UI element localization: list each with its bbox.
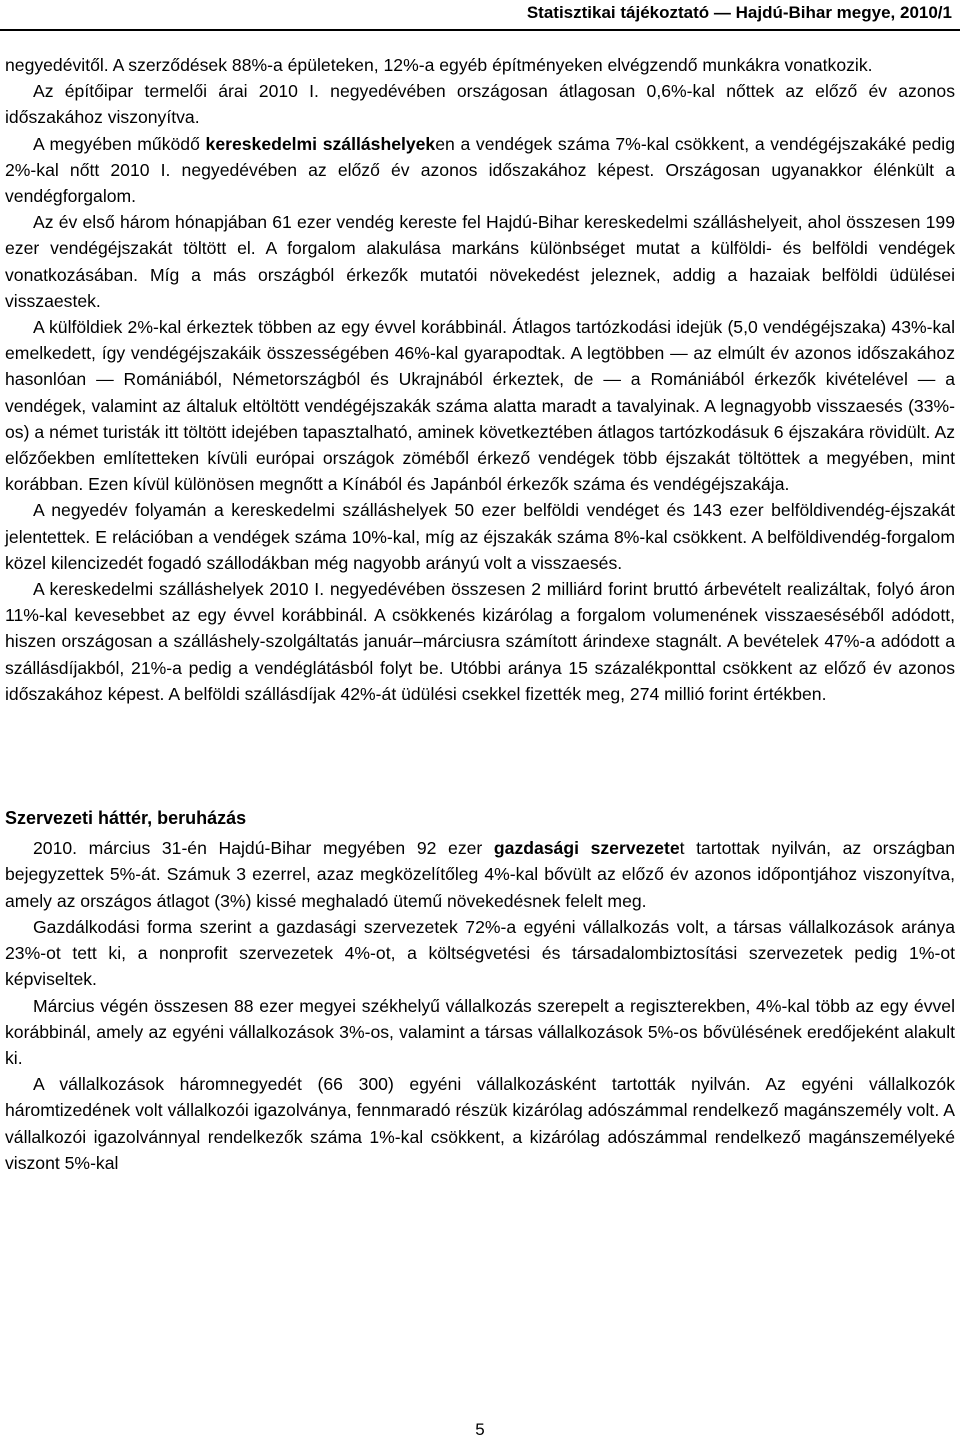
text-run: Az építőipar termelői árai 2010 I. negyedévében országosan átlagosan 0,6%-kal nőttek az előző év azonos időszakához viszonyítva. — [5, 81, 955, 128]
text-run: A vállalkozások háromnegyedét (66 300) egyéni vállalkozásként tartották nyilván. Az egyéni vállalkozók háromtizedének volt vállalkozói igazolványa, fennmaradó részük kizárólag adószámmal rendelkező magánszemély volt. A vállalkozói igazolvánnyal rendelkezők száma 1%-kal csökkent, a kizárólag adószámmal rendelkező magánszemélyeké viszont 5%-kal — [5, 1074, 955, 1173]
paragraph-s1 — [5, 835, 955, 914]
paragraph-p1 — [5, 52, 955, 78]
paragraph-p6 — [5, 497, 955, 576]
paragraph-p3 — [5, 131, 955, 210]
bold-term: gazdasági szervezete — [493, 838, 680, 859]
bold-term: kereskedelmi szálláshelyek — [205, 133, 436, 154]
text-run: negyedévitől. A szerződések 88%-a épületeken, 12%-a egyéb építményeken elvégzendő munkákra vonatkozik. — [5, 55, 873, 75]
paragraph-p7 — [5, 576, 955, 707]
paragraph-p5 — [5, 314, 955, 497]
text-run: A negyedév folyamán a kereskedelmi szálláshelyek 50 ezer belföldi vendéget és 143 ezer belföldivendég-éjszakát jelentettek. E relációban a vendégek száma 10%-kal, míg az éjszakák száma 8%-kal csökkent. A belföldivendég-forgalom közel kilencizedét fogadó szállodákban még nagyobb arányú volt a visszaesés. — [5, 500, 955, 573]
text-run: A kereskedelmi szálláshelyek 2010 I. negyedévében összesen 2 milliárd forint bruttó árbevételt realizáltak, folyó áron 11%-kal kevesebbet az egy évvel korábbinál. A csökkenés kizárólag a forgalom volumenének visszaeséséből adódott, hiszen országosan a szálláshely-szolgáltatás január–márciusra számított árindexe stagnált. A bevételek 47%-a adódott a szállásdíjakból, 21%-a pedig a vendéglátásból folyt be. Utóbbi aránya 15 százalékponttal csökkent az előző év azonos időszakához képest. A belföldi szállásdíjak 42%-át üdülési csekkel fizették meg, 274 millió forint értékben. — [5, 579, 955, 704]
section-heading: Szervezeti háttér, beruházás — [5, 808, 247, 829]
paragraph-s4 — [5, 1071, 955, 1176]
text-run: t tartottak nyilván, az országban bejegyzettek 5%-át. Számuk 3 ezerrel, azaz megközelítőleg 4%-kal bővült az előző év azonos időpontjához viszonyítva, amely az országos átlagot (3%) kissé meghaladó ütemű növekedésnek felelt meg. — [5, 838, 956, 911]
section-paragraph-container — [5, 835, 955, 1176]
page-number: 5 — [475, 1420, 485, 1439]
text-run: Március végén összesen 88 ezer megyei székhelyű vállalkozás szerepelt a regiszterekben, 4%-kal több az egy évvel korábbinál, amely az egyéni vállalkozások 3%-os, valamint a társas vállalkozások 5%-os bővülésének eredőjeként alakult ki. — [5, 995, 955, 1068]
paragraph-container — [5, 52, 955, 707]
running-header: Statisztikai tájékoztató — Hajdú-Bihar megye, 2010/1 — [526, 3, 952, 22]
paragraph-p4 — [5, 209, 955, 314]
text-run: A külföldiek 2%-kal érkeztek többen az egy évvel korábbinál. Átlagos tartózkodási idejük (5,0 vendégéjszaka) 43%-kal emelkedett, így vendégéjszakáik összességében 46%-kal gyarapodtak. A legtöbben — az elmúlt év azonos időszakához hasonlóan — Romániából, Németországból és Ukrajnából érkeztek, de — a Romániából érkezők kivételével — a vendégek, valamint az általuk eltöltött vendégéjszakák száma alatta maradt a tavalyinak. A legnagyobb visszaesés (33%-os) a német turisták itt töltött idejében tapasztalható, aminek következtében átlagos tartózkodásuk 6 éjszakára rövidült. Az előzőekben említetteken kívüli európai országok zöméből érkező vendégek több éjszakát töltöttek a megyében, mint korábban. Ezen kívül különösen megnőtt a Kínából és Japánból érkezők száma és vendégéjszakája. — [5, 317, 955, 495]
paragraph-s2 — [5, 914, 955, 993]
header-divider — [0, 29, 960, 31]
text-run: 2010. március 31-én Hajdú-Bihar megyében 92 ezer — [33, 838, 494, 859]
document-body — [5, 52, 955, 1176]
paragraph-p2 — [5, 78, 955, 130]
paragraph-s3 — [5, 993, 955, 1072]
text-run: Gazdálkodási forma szerint a gazdasági szervezetek 72%-a egyéni vállalkozás volt, a társas vállalkozások aránya 23%-ot tett ki, a nonprofit szervezetek 4%-ot, a költségvetési és társadalombiztosítási szervezetek pedig 1%-ot képviseltek. — [5, 916, 955, 990]
text-run: en a vendégek száma 7%-kal csökkent, a vendégéjszakáké pedig 2%-kal nőtt 2010 I. negyedévében az előző év azonos időszakához képest. Országosan ugyanakkor élénkült a vendégforgalom. — [5, 133, 955, 207]
text-run: Az év első három hónapjában 61 ezer vendég kereste fel Hajdú-Bihar kereskedelmi szálláshelyeit, ahol összesen 199 ezer vendégéjszakát töltött el. A forgalom alakulása markáns különbséget mutat a külföldi- és belföldi vendégek vonatkozásában. Míg a más országból érkezők mutatói növekedést jeleznek, addig a hazaiak belföldi üdülései visszaestek. — [5, 212, 955, 311]
text-run: A megyében működő — [33, 133, 206, 154]
